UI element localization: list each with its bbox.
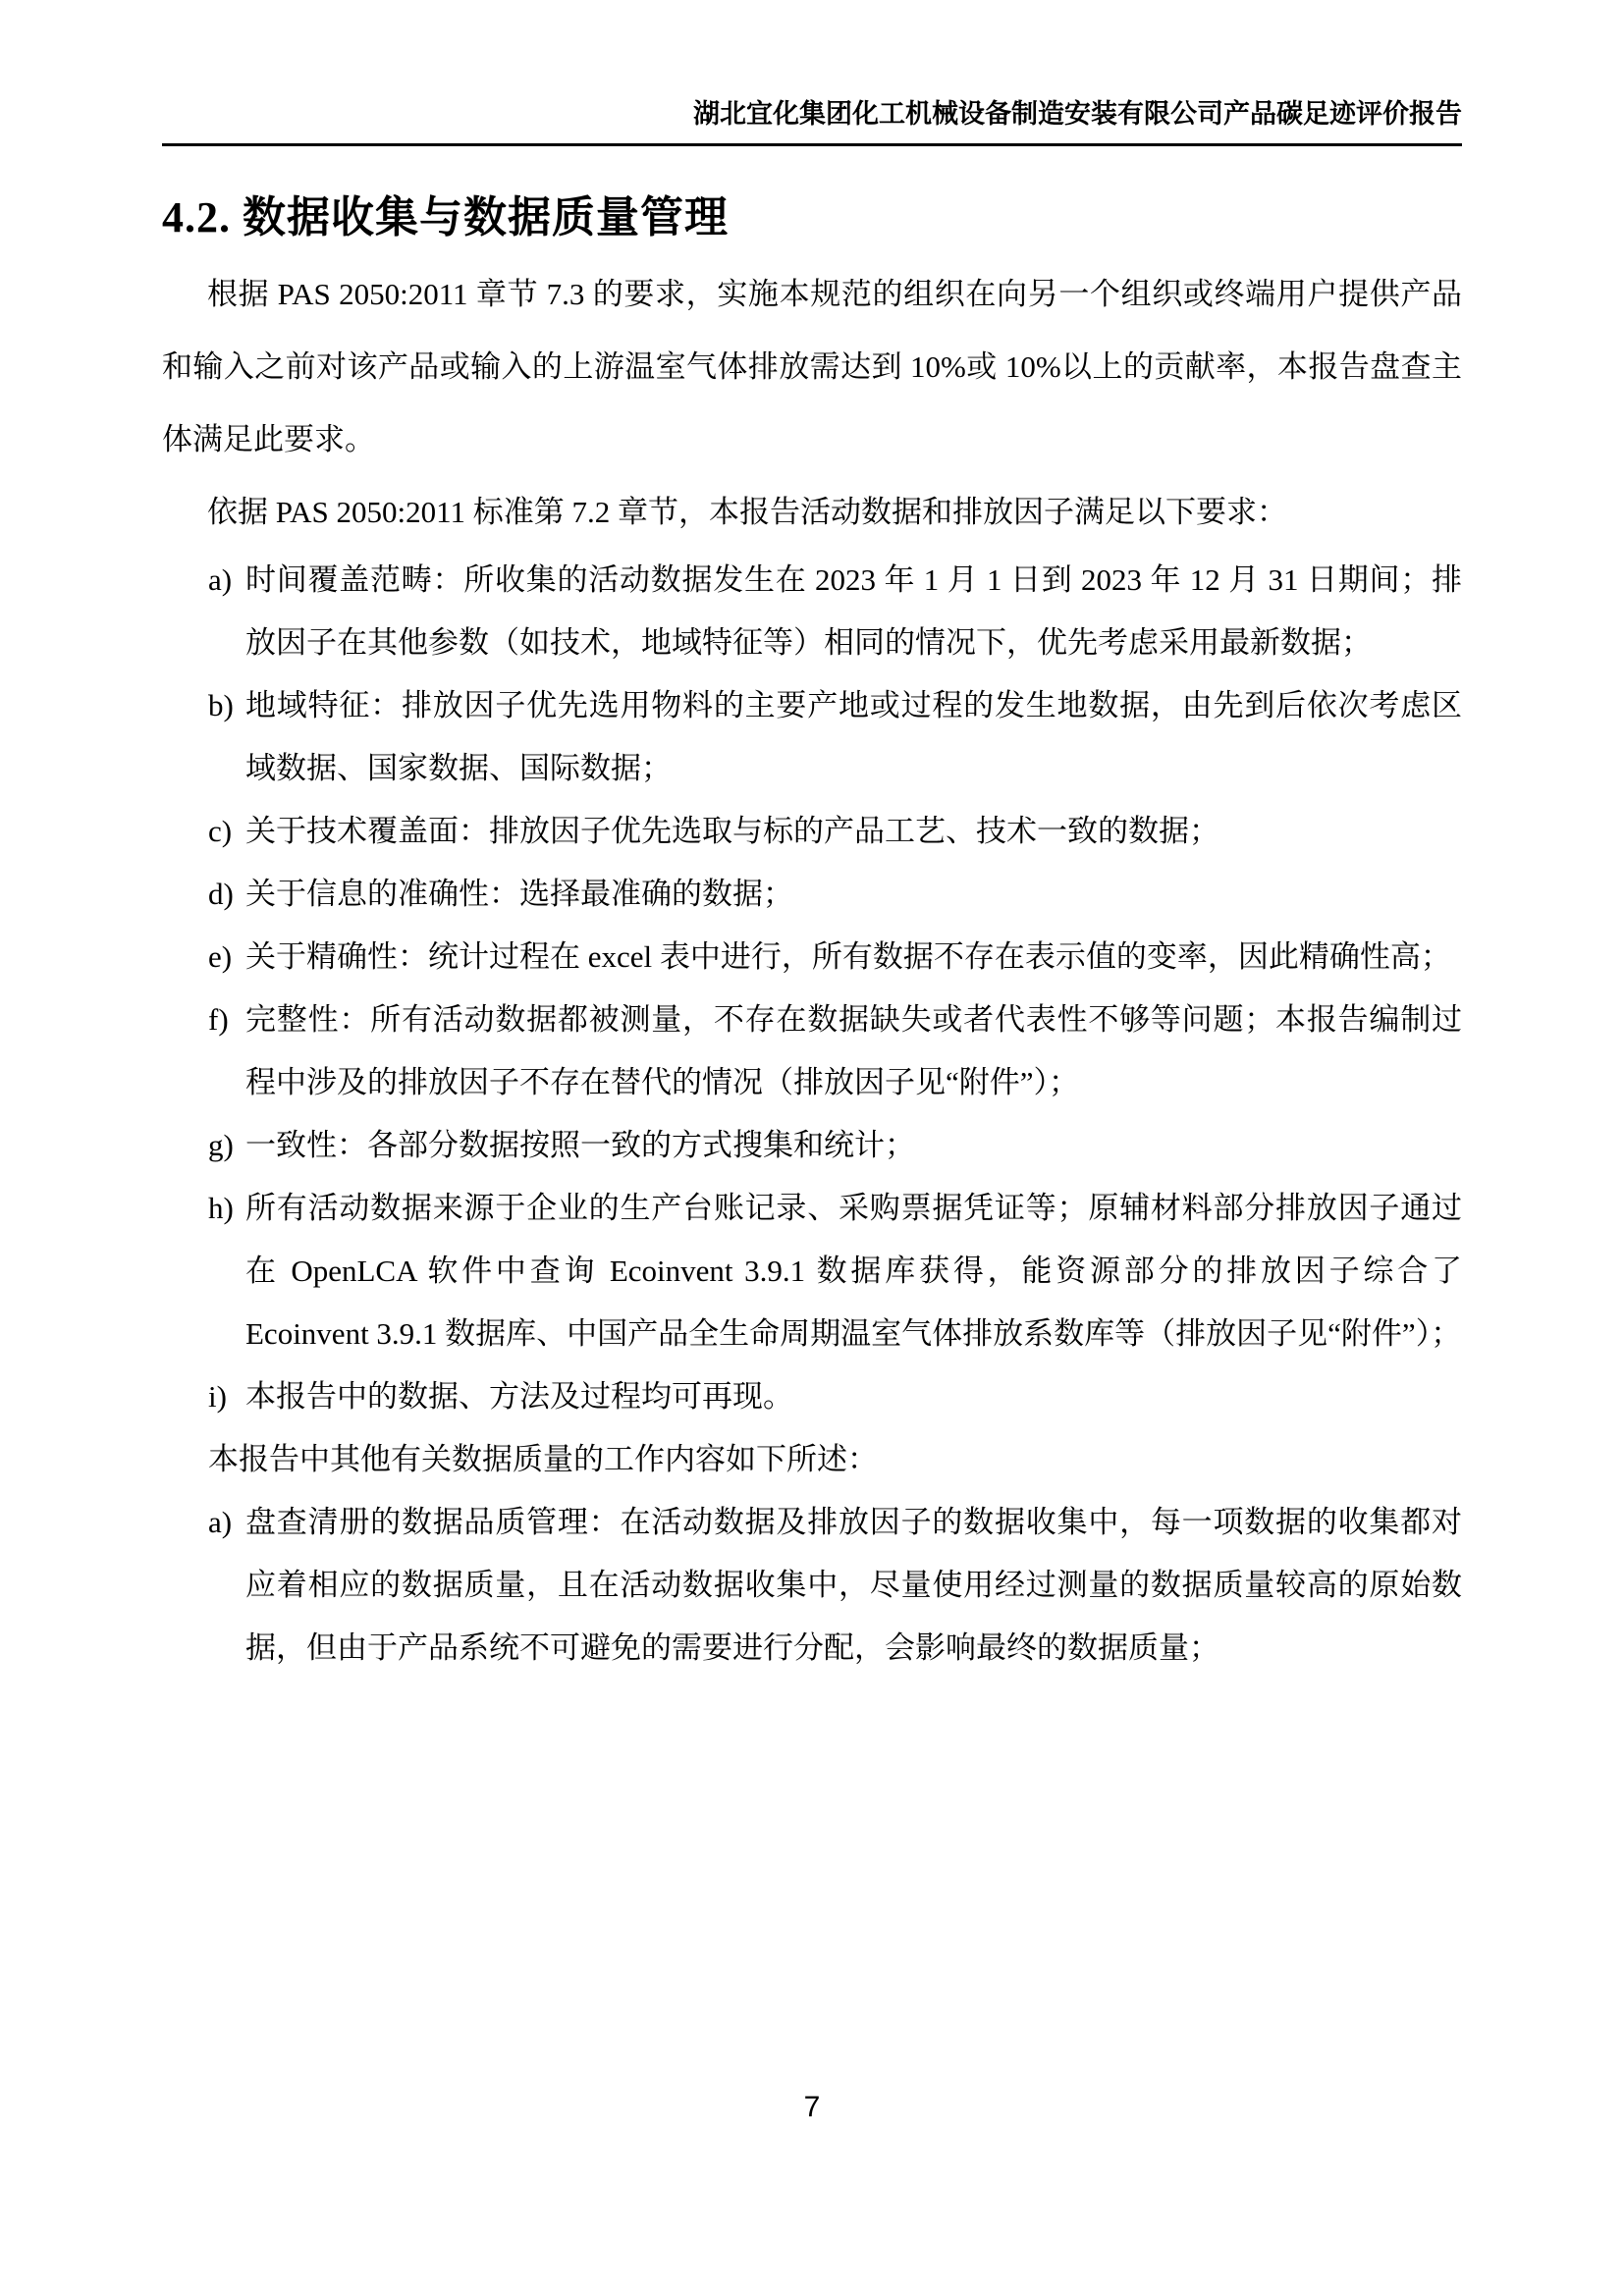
list-item-text: 一致性：各部分数据按照一致的方式搜集和统计； xyxy=(245,1128,915,1162)
running-header-title: 湖北宜化集团化工机械设备制造安装有限公司产品碳足迹评价报告 xyxy=(693,99,1462,129)
list-item-label: g) xyxy=(208,1128,234,1162)
list-item-text: 地域特征：排放因子优先选用物料的主要产地或过程的发生地数据，由先到后依次考虑区域数据、国家数据、国际数据； xyxy=(245,688,1462,785)
data-quality-list xyxy=(162,1491,1462,1680)
page-number: 7 xyxy=(803,2091,821,2123)
list-item-text: 所有活动数据来源于企业的生产台账记录、采购票据凭证等；原辅材料部分排放因子通过在 OpenLCA 软件中查询 Ecoinvent 3.9.1 数据库获得，能资源部分的排放因子综合了 Ecoinvent 3.9.1 数据库、中国产品全生命周期温室气体排放系数库等（排放因子见“附件”）； xyxy=(245,1191,1462,1351)
list-item-h xyxy=(162,1177,1462,1365)
list-item-a xyxy=(162,549,1462,674)
page-header xyxy=(162,0,1462,146)
list-item-label: b) xyxy=(208,688,234,722)
list-item-e xyxy=(162,926,1462,988)
list-item-d xyxy=(162,863,1462,926)
list-item-label: f) xyxy=(208,1002,229,1037)
list-item-text: 盘查清册的数据品质管理：在活动数据及排放因子的数据收集中，每一项数据的收集都对应着相应的数据质量，且在活动数据收集中，尽量使用经过测量的数据质量较高的原始数据，但由于产品系统不可避免的需要进行分配，会影响最终的数据质量； xyxy=(245,1505,1462,1665)
list-item-b xyxy=(162,674,1462,800)
list-item-text: 完整性：所有活动数据都被测量，不存在数据缺失或者代表性不够等问题；本报告编制过程中涉及的排放因子不存在替代的情况（排放因子见“附件”）； xyxy=(245,1002,1462,1099)
data-quality-intro: 本报告中其他有关数据质量的工作内容如下所述： xyxy=(208,1442,878,1476)
list-item-label: c) xyxy=(208,814,233,848)
list-item-text: 关于信息的准确性：选择最准确的数据； xyxy=(245,877,793,911)
list-item-label: h) xyxy=(208,1191,234,1225)
requirements-list xyxy=(162,549,1462,1428)
section-heading: 4.2. 数据收集与数据质量管理 xyxy=(162,193,729,241)
page-content xyxy=(162,0,1462,1680)
list-item-label: a) xyxy=(208,1505,233,1539)
list-item-text: 关于精确性：统计过程在 excel 表中进行，所有数据不存在表示值的变率，因此精确性高； xyxy=(245,939,1451,974)
list-item-label: d) xyxy=(208,877,234,911)
list-item-label: i) xyxy=(208,1379,227,1414)
list-item-text: 本报告中的数据、方法及过程均可再现。 xyxy=(245,1379,793,1414)
list-item-text: 关于技术覆盖面：排放因子优先选取与标的产品工艺、技术一致的数据； xyxy=(245,814,1219,848)
paragraph-1: 根据 PAS 2050:2011 章节 7.3 的要求，实施本规范的组织在向另一个组织或终端用户提供产品和输入之前对该产品或输入的上游温室气体排放需达到 10%或 10%以上的贡献率，本报告盘查主体满足此要求。 xyxy=(162,277,1462,456)
list-item-g xyxy=(162,1114,1462,1177)
list-item-i xyxy=(162,1365,1462,1428)
list-item-text: 时间覆盖范畴：所收集的活动数据发生在 2023 年 1 月 1 日到 2023 年 12 月 31 日期间；排放因子在其他参数（如技术，地域特征等）相同的情况下，优先考虑采用最新数据； xyxy=(245,562,1462,660)
list-item-label: e) xyxy=(208,939,233,974)
list-item-f xyxy=(162,988,1462,1114)
paragraph-2: 依据 PAS 2050:2011 标准第 7.2 章节，本报告活动数据和排放因子满足以下要求： xyxy=(207,495,1287,529)
list-item-a2 xyxy=(162,1491,1462,1680)
list-item-c xyxy=(162,800,1462,863)
list-item-label: a) xyxy=(208,562,233,597)
